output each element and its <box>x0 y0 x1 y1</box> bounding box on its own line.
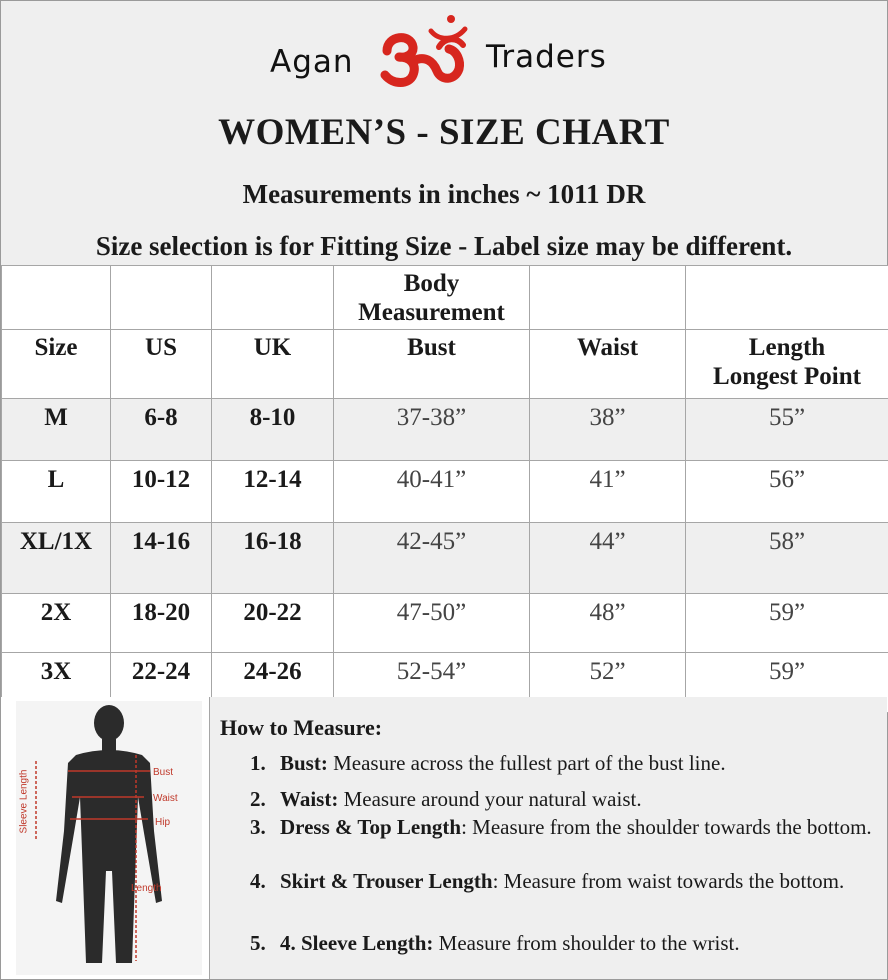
col-header-size: Size <box>2 330 111 399</box>
figure-panel <box>1 697 210 979</box>
cell-length: 55” <box>686 399 888 461</box>
cell-us: 22-24 <box>111 653 212 713</box>
label-hip: Hip <box>155 817 171 828</box>
cell-size: 2X <box>2 594 111 653</box>
cell-size: M <box>2 399 111 461</box>
cell-uk: 20-22 <box>212 594 334 653</box>
table-row <box>2 461 888 523</box>
col-header-length-line1: Length <box>748 334 826 361</box>
brand-name-right: Traders <box>486 39 607 75</box>
table-row <box>2 399 888 461</box>
fitting-note: Size selection is for Fitting Size - Label size may be different. <box>95 231 793 261</box>
cell-length: 59” <box>686 594 888 653</box>
page-title: WOMEN’S - SIZE CHART <box>218 112 670 153</box>
cell-us: 18-20 <box>111 594 212 653</box>
size-table <box>1 265 888 713</box>
header <box>1 1 887 265</box>
table-group-header-row <box>2 266 888 330</box>
page-subtitle: Measurements in inches ~ 1011 DR <box>242 179 646 209</box>
cell-size: XL/1X <box>2 523 111 594</box>
cell-length: 59” <box>686 653 888 713</box>
cell-bust: 37-38” <box>334 399 530 461</box>
how-to-measure-panel: How to Measure: 1. Bust: Measure across the fullest part of the bust line. 2. Waist: Measure around your natural waist. 3. Dress & Top Length: Measure from the shoulder towards the bottom. 4. Skirt & Trouser Length: Measure from waist towards the bottom. 5. 4. Sleeve Length: Measure from shoulder to the wrist. <box>210 697 887 979</box>
cell-uk: 24-26 <box>212 653 334 713</box>
cell-uk: 8-10 <box>212 399 334 461</box>
brand-name-left: Agan <box>270 44 354 80</box>
cell-length: 58” <box>686 523 888 594</box>
col-header-bust: Bust <box>334 330 530 399</box>
cell-uk: 16-18 <box>212 523 334 594</box>
table-row <box>2 523 888 594</box>
cell-uk: 12-14 <box>212 461 334 523</box>
cell-waist: 44” <box>530 523 686 594</box>
label-waist: Waist <box>153 793 178 804</box>
how-to-measure-title: How to Measure: <box>220 715 383 740</box>
cell-waist: 48” <box>530 594 686 653</box>
cell-size: 3X <box>2 653 111 713</box>
table-header-row <box>2 330 888 399</box>
cell-us: 10-12 <box>111 461 212 523</box>
col-header-length-line2: Longest Point <box>713 363 861 390</box>
cell-waist: 41” <box>530 461 686 523</box>
cell-bust: 47-50” <box>334 594 530 653</box>
cell-length: 56” <box>686 461 888 523</box>
label-length: Length <box>131 883 162 894</box>
col-header-waist: Waist <box>530 330 686 399</box>
measure-guide-section <box>1 697 887 979</box>
label-bust: Bust <box>153 767 174 778</box>
label-sleeve-length: Sleeve Length <box>18 769 30 834</box>
figure-backdrop <box>16 701 202 975</box>
cell-us: 6-8 <box>111 399 212 461</box>
group-header-body-measurement: Body Measurement <box>334 266 530 330</box>
cell-bust: 42-45” <box>334 523 530 594</box>
female-body-silhouette-icon <box>16 701 202 975</box>
cell-bust: 40-41” <box>334 461 530 523</box>
col-header-uk: UK <box>212 330 334 399</box>
col-header-us: US <box>111 330 212 399</box>
table-row <box>2 594 888 653</box>
cell-waist: 52” <box>530 653 686 713</box>
cell-us: 14-16 <box>111 523 212 594</box>
cell-size: L <box>2 461 111 523</box>
cell-waist: 38” <box>530 399 686 461</box>
brand-logo <box>1 9 887 89</box>
om-symbol-icon <box>373 11 485 91</box>
cell-bust: 52-54” <box>334 653 530 713</box>
col-header-length <box>686 330 888 399</box>
